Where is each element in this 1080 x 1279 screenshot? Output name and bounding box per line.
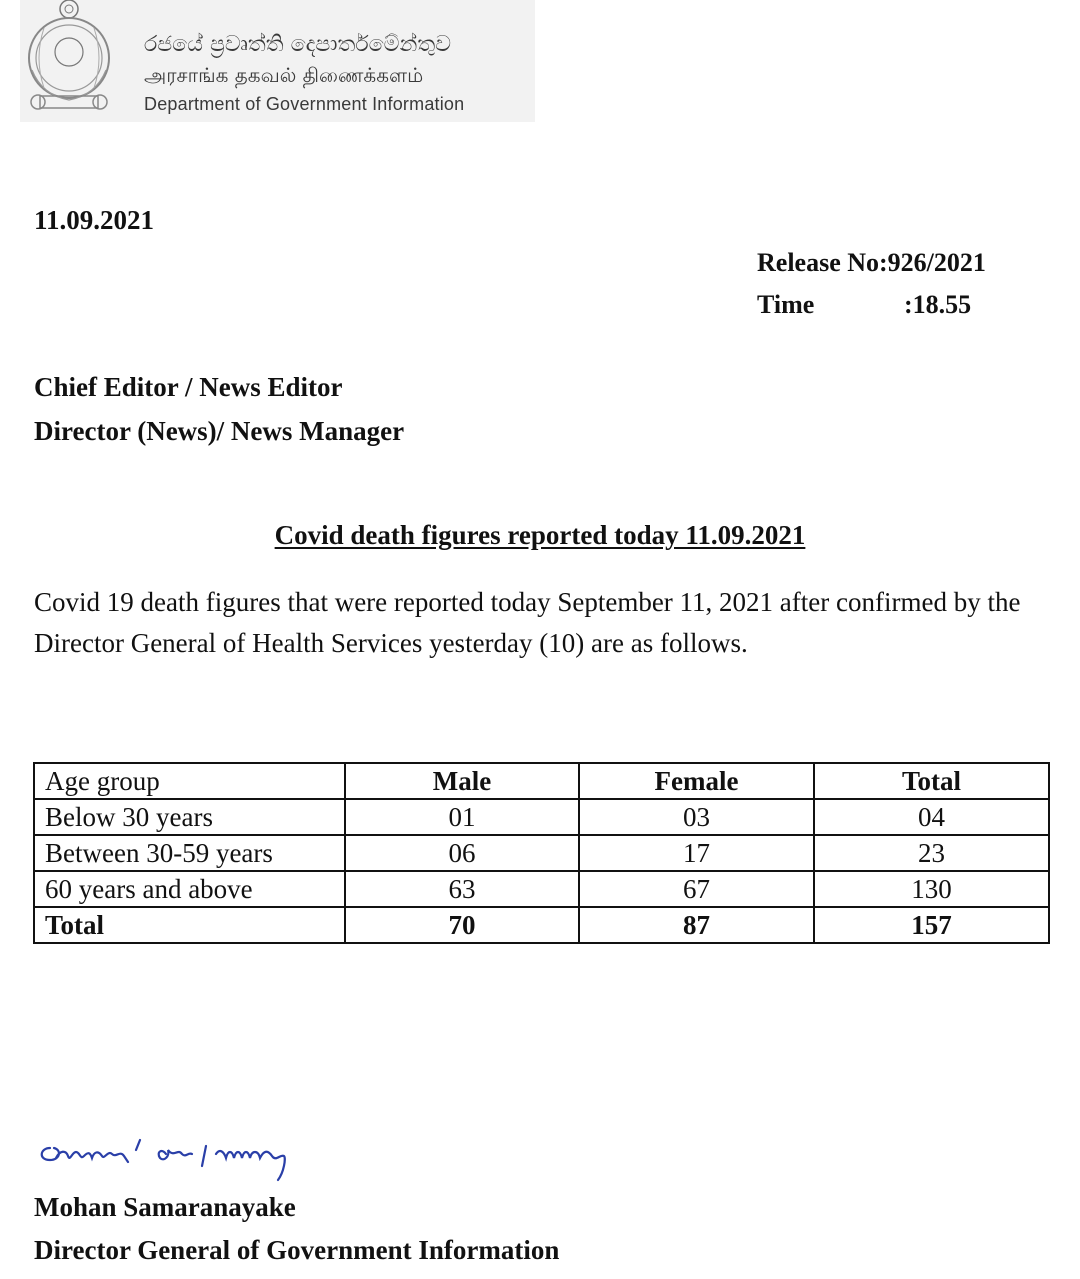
recipient-line: Director (News)/ News Manager: [34, 416, 405, 446]
cell-female: 03: [579, 799, 814, 835]
signer-name: Mohan Samaranayake: [34, 1192, 296, 1222]
body-paragraph: Covid 19 death figures that were reported today September 11, 2021 after confirmed by the Director General of Health Services yesterday (10) are as follows.: [34, 587, 1021, 658]
cell-total: 23: [814, 835, 1049, 871]
cell-male: 01: [345, 799, 579, 835]
total-label: Total: [34, 907, 345, 943]
cell-age-group: Between 30-59 years: [34, 835, 345, 871]
header-age-group: Age group: [34, 763, 345, 799]
document-heading: [0, 520, 1080, 551]
cell-total: 04: [814, 799, 1049, 835]
table-total-row: [34, 907, 1049, 943]
total-male: 70: [345, 907, 579, 943]
time-label: Time: [757, 290, 815, 319]
release-date: 11.09.2021: [34, 205, 155, 235]
heading-text: Covid death figures reported today 11.09.2021: [274, 520, 806, 550]
death-figures-table: [33, 762, 1050, 944]
cell-total: 130: [814, 871, 1049, 907]
letterhead-english: Department of Government Information: [144, 94, 465, 114]
header-male: Male: [345, 763, 579, 799]
signer-title: Director General of Government Information: [34, 1235, 560, 1265]
cell-female: 67: [579, 871, 814, 907]
cell-age-group: Below 30 years: [34, 799, 345, 835]
release-number: Release No:926/2021: [757, 248, 986, 277]
cell-male: 06: [345, 835, 579, 871]
recipient-line: Chief Editor / News Editor: [34, 372, 343, 402]
cell-male: 63: [345, 871, 579, 907]
cell-female: 17: [579, 835, 814, 871]
time-value: :18.55: [904, 290, 972, 319]
table-row: [34, 835, 1049, 871]
total-total: 157: [814, 907, 1049, 943]
table-row: [34, 871, 1049, 907]
signature-icon: [36, 1128, 336, 1184]
total-female: 87: [579, 907, 814, 943]
cell-age-group: 60 years and above: [34, 871, 345, 907]
letterhead-sinhala: රජයේ ප්‍රවෘත්ති දෙපාර්තමේන්තුව: [144, 32, 452, 57]
header-female: Female: [579, 763, 814, 799]
table-header-row: [34, 763, 1049, 799]
header-total: Total: [814, 763, 1049, 799]
table-row: [34, 799, 1049, 835]
sri-lanka-emblem-icon: [22, 0, 116, 120]
letterhead-tamil: அரசாங்க தகவல் திணைக்களம்: [144, 63, 424, 87]
